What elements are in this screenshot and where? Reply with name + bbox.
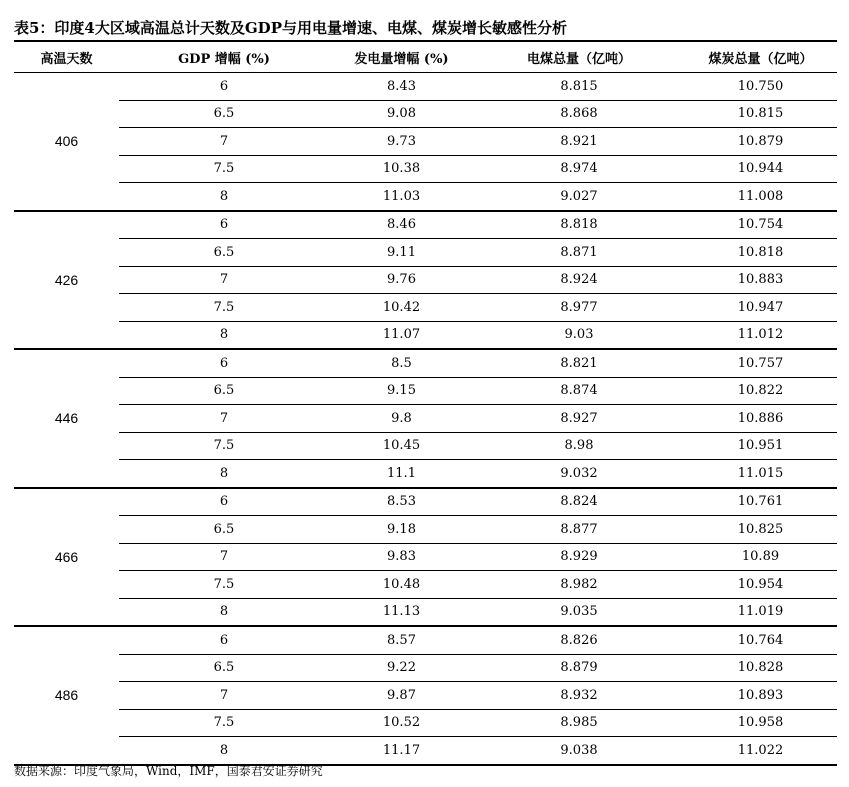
table-row [119, 737, 837, 764]
gdp-growth-cell: 6 [219, 217, 229, 233]
power-coal-total-cell: 8.921 [560, 133, 598, 149]
power-generation-growth-cell: 9.87 [387, 687, 416, 703]
power-coal-total-cell: 8.977 [560, 299, 598, 315]
header-high-temp-days: 高温天数 [40, 51, 93, 67]
power-coal-total-cell: 9.035 [560, 604, 598, 620]
gdp-growth-cell: 7.5 [213, 715, 235, 731]
power-generation-growth-cell: 10.52 [382, 715, 421, 731]
table-row [119, 433, 837, 461]
power-generation-growth-cell: 9.83 [387, 549, 416, 565]
power-generation-growth-cell: 11.1 [387, 465, 416, 481]
day-group [14, 350, 837, 489]
table-row [119, 710, 837, 738]
gdp-growth-cell: 6.5 [213, 106, 235, 122]
power-generation-growth-cell: 11.07 [382, 327, 421, 343]
gdp-growth-cell: 8 [219, 188, 229, 204]
power-generation-growth-cell: 10.48 [382, 576, 421, 592]
gdp-growth-cell: 6.5 [213, 244, 235, 260]
power-coal-total-cell: 8.879 [560, 660, 598, 676]
coal-total-cell: 10.754 [737, 217, 784, 233]
gdp-growth-cell: 6 [219, 78, 229, 94]
coal-total-cell: 10.886 [737, 410, 784, 426]
table-row [119, 627, 837, 655]
power-generation-growth-cell: 11.17 [382, 742, 421, 758]
coal-total-cell: 11.008 [737, 188, 784, 204]
table-row [119, 405, 837, 433]
power-coal-total-cell: 8.877 [560, 521, 598, 537]
group-rows [119, 212, 837, 349]
coal-total-cell: 10.883 [737, 272, 784, 288]
power-generation-growth-cell: 8.53 [387, 494, 416, 510]
coal-total-cell: 10.951 [737, 438, 784, 454]
power-coal-total-cell: 8.824 [560, 494, 598, 510]
coal-total-cell: 10.761 [737, 494, 784, 510]
header-power-generation-growth: 发电量增幅 (%) [354, 51, 449, 67]
gdp-growth-cell: 8 [219, 742, 229, 758]
power-generation-growth-cell: 10.38 [382, 161, 421, 177]
power-generation-growth-cell: 9.73 [387, 133, 416, 149]
coal-total-cell: 10.750 [737, 78, 784, 94]
coal-total-cell: 10.757 [737, 355, 784, 371]
coal-total-cell: 10.879 [737, 133, 784, 149]
table-row [119, 599, 837, 626]
group-rows [119, 73, 837, 210]
gdp-growth-cell: 7.5 [213, 438, 235, 454]
day-group [14, 627, 837, 764]
coal-total-cell: 10.89 [741, 549, 780, 565]
power-generation-growth-cell: 11.13 [382, 604, 421, 620]
day-group [14, 212, 837, 351]
power-generation-growth-cell: 8.46 [387, 217, 416, 233]
power-generation-growth-cell: 9.76 [387, 272, 416, 288]
table-row [119, 212, 837, 240]
header-coal-total: 煤炭总量（亿吨） [708, 51, 813, 67]
coal-total-cell: 10.893 [737, 687, 784, 703]
power-generation-growth-cell: 9.22 [387, 660, 416, 676]
high-temp-days-cell: 446 [54, 410, 79, 427]
power-coal-total-cell: 8.818 [560, 217, 598, 233]
high-temp-days-cell: 486 [54, 687, 79, 704]
table-row [119, 183, 837, 210]
gdp-growth-cell: 6 [219, 355, 229, 371]
table-title: 表5：印度4大区域高温总计天数及GDP与用电量增速、电煤、煤炭增长敏感性分析 [14, 19, 567, 37]
table-row [119, 378, 837, 406]
power-coal-total-cell: 9.038 [560, 742, 598, 758]
coal-total-cell: 10.764 [737, 632, 784, 648]
coal-total-cell: 10.825 [737, 521, 784, 537]
table-row [119, 655, 837, 683]
table-row [119, 682, 837, 710]
gdp-growth-cell: 7 [219, 272, 229, 288]
gdp-growth-cell: 8 [219, 465, 229, 481]
power-generation-growth-cell: 8.5 [391, 355, 412, 371]
power-coal-total-cell: 8.924 [560, 272, 598, 288]
header-power-coal-total: 电煤总量（亿吨） [526, 51, 631, 67]
table-row [119, 73, 837, 101]
power-generation-growth-cell: 10.42 [382, 299, 421, 315]
table-row [119, 571, 837, 599]
power-coal-total-cell: 8.974 [560, 161, 598, 177]
source-note: 数据来源：印度气象局，Wind，IMF，国泰君安证券研究 [14, 764, 323, 778]
high-temp-days-cell: 406 [54, 133, 79, 150]
power-coal-total-cell: 9.032 [560, 465, 598, 481]
table-row [119, 516, 837, 544]
coal-total-cell: 10.947 [737, 299, 784, 315]
gdp-growth-cell: 7 [219, 133, 229, 149]
coal-total-cell: 11.012 [737, 327, 784, 343]
gdp-growth-cell: 6.5 [213, 521, 235, 537]
power-coal-total-cell: 9.03 [564, 327, 594, 343]
power-coal-total-cell: 9.027 [560, 188, 598, 204]
group-rows [119, 489, 837, 626]
power-generation-growth-cell: 8.57 [387, 632, 416, 648]
power-coal-total-cell: 8.982 [560, 576, 598, 592]
power-coal-total-cell: 8.821 [560, 355, 598, 371]
power-coal-total-cell: 8.826 [560, 632, 598, 648]
power-coal-total-cell: 8.929 [560, 549, 598, 565]
gdp-growth-cell: 7 [219, 687, 229, 703]
table-row [119, 544, 837, 572]
power-coal-total-cell: 8.932 [560, 687, 598, 703]
gdp-growth-cell: 8 [219, 604, 229, 620]
power-generation-growth-cell: 9.11 [387, 244, 416, 260]
gdp-growth-cell: 6.5 [213, 660, 235, 676]
power-coal-total-cell: 8.98 [564, 438, 594, 454]
power-generation-growth-cell: 11.03 [382, 188, 421, 204]
power-coal-total-cell: 8.985 [560, 715, 598, 731]
gdp-growth-cell: 7 [219, 549, 229, 565]
gdp-growth-cell: 7.5 [213, 576, 235, 592]
coal-total-cell: 10.954 [737, 576, 784, 592]
gdp-growth-cell: 7 [219, 410, 229, 426]
coal-total-cell: 10.818 [737, 244, 784, 260]
coal-total-cell: 10.944 [737, 161, 784, 177]
header-gdp-growth: GDP 增幅 (%) [178, 51, 270, 67]
power-coal-total-cell: 8.927 [560, 410, 598, 426]
table-header-row [14, 42, 837, 73]
table-row [119, 101, 837, 129]
coal-total-cell: 10.822 [737, 383, 784, 399]
power-generation-growth-cell: 10.45 [382, 438, 421, 454]
power-generation-growth-cell: 9.18 [387, 521, 416, 537]
sensitivity-table [14, 40, 837, 766]
gdp-growth-cell: 6 [219, 494, 229, 510]
power-generation-growth-cell: 9.15 [387, 383, 416, 399]
power-generation-growth-cell: 8.43 [387, 78, 416, 94]
table-body [14, 73, 837, 764]
group-rows [119, 350, 837, 487]
group-rows [119, 627, 837, 764]
power-coal-total-cell: 8.874 [560, 383, 598, 399]
table-row [119, 322, 837, 349]
coal-total-cell: 11.015 [737, 465, 784, 481]
day-group [14, 489, 837, 628]
high-temp-days-cell: 426 [54, 271, 79, 288]
table-row [119, 239, 837, 267]
gdp-growth-cell: 6 [219, 632, 229, 648]
gdp-growth-cell: 7.5 [213, 161, 235, 177]
coal-total-cell: 10.828 [737, 660, 784, 676]
coal-total-cell: 11.022 [737, 742, 784, 758]
table-row [119, 489, 837, 517]
coal-total-cell: 10.815 [737, 106, 784, 122]
table-row [119, 156, 837, 184]
table-row [119, 350, 837, 378]
table-row [119, 267, 837, 295]
power-coal-total-cell: 8.815 [560, 78, 598, 94]
table-row [119, 460, 837, 487]
high-temp-days-cell: 466 [54, 548, 79, 565]
table-row [119, 294, 837, 322]
coal-total-cell: 11.019 [737, 604, 784, 620]
gdp-growth-cell: 7.5 [213, 299, 235, 315]
power-coal-total-cell: 8.868 [560, 106, 598, 122]
day-group [14, 73, 837, 212]
power-generation-growth-cell: 9.08 [387, 106, 416, 122]
gdp-growth-cell: 8 [219, 327, 229, 343]
table-row [119, 128, 837, 156]
coal-total-cell: 10.958 [737, 715, 784, 731]
power-generation-growth-cell: 9.8 [391, 410, 412, 426]
power-coal-total-cell: 8.871 [560, 244, 598, 260]
gdp-growth-cell: 6.5 [213, 383, 235, 399]
